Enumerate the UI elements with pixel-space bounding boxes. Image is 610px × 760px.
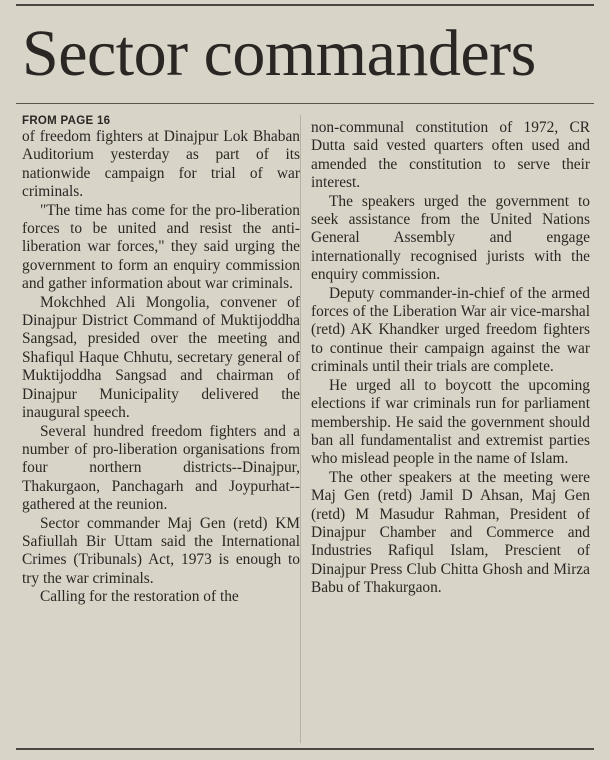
paragraph: The other speakers at the meeting were Maj Gen (retd) Jamil D Ahsan, Maj Gen (retd) M Masudur Rahman, President of Dinajpur Chamber and Commerce and Industries Rafiqul Islam, Prescient of Dinajpur Press Club Chitta Ghosh and Mirza Babu of Thakurgaon. [311,468,590,597]
continuation-kicker: FROM PAGE 16 [22,115,111,127]
paragraph: Calling for the restoration of the [40,588,239,606]
paragraph: Several hundred freedom fighters and a number of pro-liberation organisations from four northern districts--Dinajpur, Thakurgaon, Panchagarh and Joypurhat--gathered at the reunion. [22,422,300,514]
headline-rule [16,103,594,104]
paragraph: "The time has come for the pro-liberation forces to be united and resist the anti-liberation war forces," they said urging the government to form an enquiry commission and gather information about war criminals. [22,201,300,293]
paragraph: The speakers urged the government to seek assistance from the United Nations General Assembly and engage internationally recognised jurists with the enquiry commission. [311,192,590,284]
column-divider [300,115,301,743]
left-column [22,115,300,607]
paragraph: Mokchhed Ali Mongolia, convener of Dinajpur District Command of Muktijoddha Sangsad, presided over the meeting and Shafiqul Haque Chhutu, secretary general of Muktijoddha Sangsad and chairman of Dinajpur Municipality delivered the inaugural speech. [22,293,300,422]
paragraph: Sector commander Maj Gen (retd) KM Safiullah Bir Uttam said the International Crimes (Tribunals) Act, 1973 is enough to try the war criminals. [22,514,300,587]
bottom-rule [16,748,594,750]
paragraph: of freedom fighters at Dinajpur Lok Bhaban Auditorium yesterday as part of its nationwide campaign for trial of war criminals. [22,128,300,201]
top-rule [16,4,594,6]
right-column [311,119,590,598]
paragraph: He urged all to boycott the upcoming elections if war criminals run for parliament membership. He said the government should ban all fundamentalist and extremist parties who mislead people in the name of Islam. [311,376,590,468]
paragraph: non-communal constitution of 1972, CR Dutta said vested quarters often used and amended the constitution to serve their interest. [311,119,590,192]
paragraph: Deputy commander-in-chief of the armed forces of the Liberation War air vice-marshal (retd) AK Khandker urged freedom fighters to continue their campaign against the war criminals until their trials are complete. [311,284,590,376]
headline: Sector commanders [22,17,536,90]
